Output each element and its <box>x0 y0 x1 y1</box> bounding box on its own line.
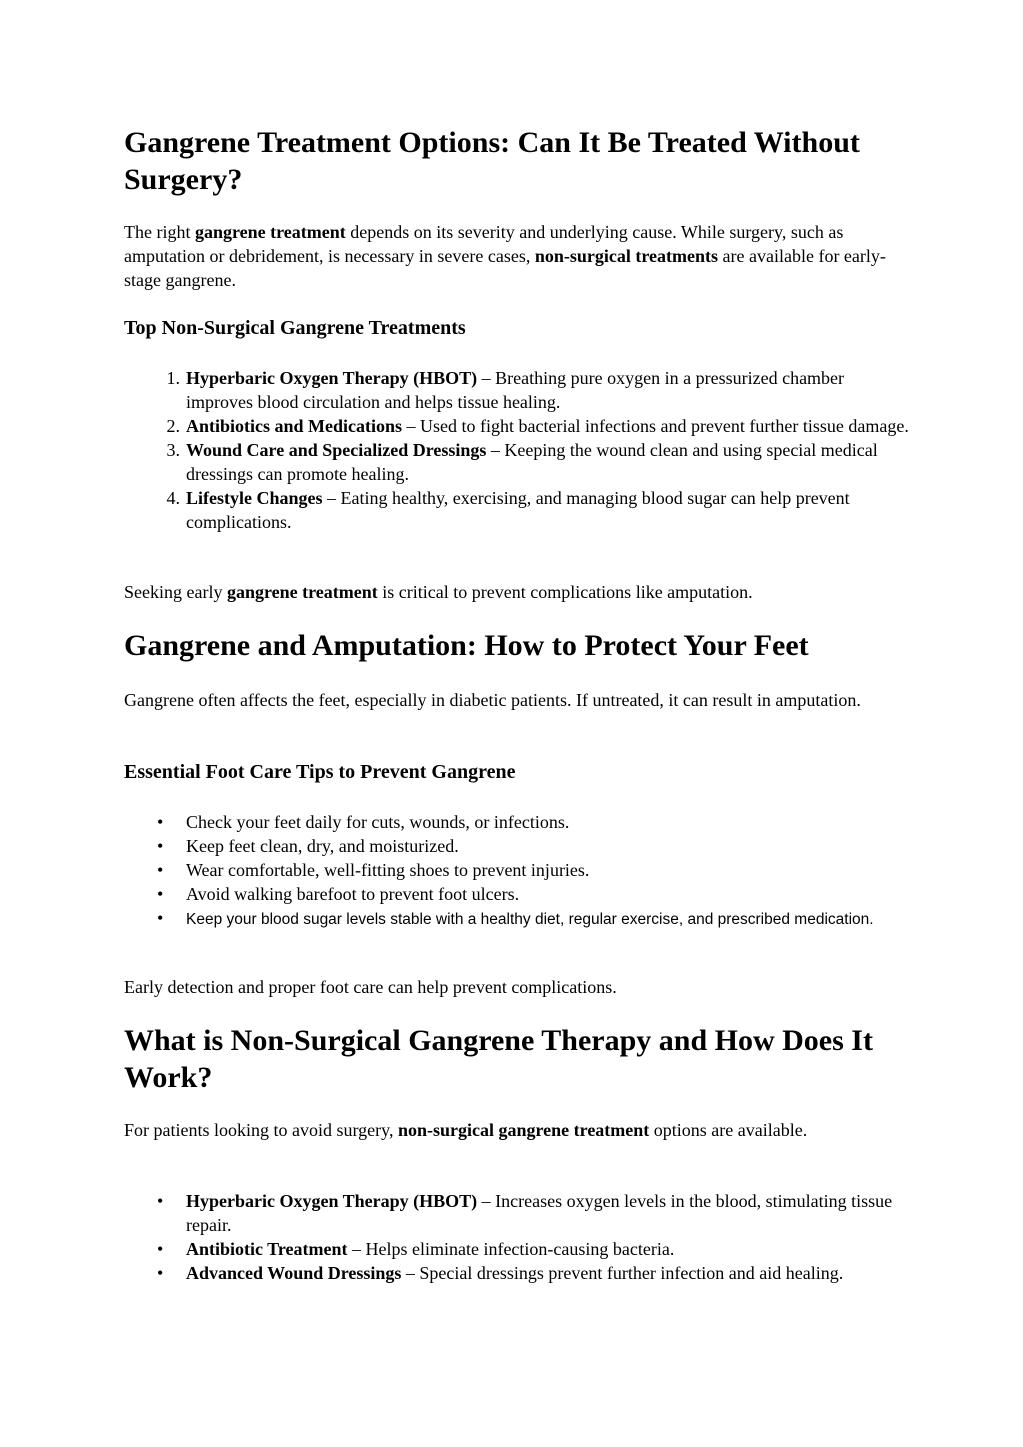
numbered-treatment-list <box>124 366 914 534</box>
bullet-icon: • <box>157 908 164 928</box>
list-number: 1. <box>166 368 180 388</box>
bullet-icon: • <box>157 1263 164 1283</box>
list-item: • Avoid walking barefoot to prevent foot ulcers. <box>157 884 520 904</box>
therapy-list <box>124 1189 914 1285</box>
subheading-non-surgical-treatments: Top Non-Surgical Gangrene Treatments <box>124 317 466 339</box>
list-item: 3. Wound Care and Specialized Dressings – Keeping the wound clean and using special medical dressings can promote healing. <box>124 438 914 486</box>
list-item: • Keep your blood sugar levels stable with a healthy diet, regular exercise, and prescribed medication. <box>157 908 874 928</box>
therapy-intro-paragraph: For patients looking to avoid surgery, non-surgical gangrene treatment options are available. <box>124 1120 808 1140</box>
list-item: • Keep feet clean, dry, and moisturized. <box>157 836 459 856</box>
bullet-icon: • <box>157 1191 164 1211</box>
foot-care-closing-paragraph: Early detection and proper foot care can help prevent complications. <box>124 977 617 997</box>
list-item: 1. Hyperbaric Oxygen Therapy (HBOT) – Breathing pure oxygen in a pressurized chamber improves blood circulation and helps tissue healing. <box>124 366 914 414</box>
bullet-icon: • <box>157 860 164 880</box>
list-item: • Advanced Wound Dressings – Special dressings prevent further infection and aid healing. <box>157 1263 844 1283</box>
section-title-treatment-options: Gangrene Treatment Options: Can It Be Treated Without Surgery? <box>124 126 860 196</box>
subheading-foot-care-tips: Essential Foot Care Tips to Prevent Gangrene <box>124 761 516 783</box>
list-item: 4. Lifestyle Changes – Eating healthy, exercising, and managing blood sugar can help prevent complications. <box>124 486 914 534</box>
treatment-intro-paragraph: The right gangrene treatment depends on its severity and underlying cause. While surgery, such as amputation or debridement, is necessary in severe cases, non-surgical treatments are available for early-stage gangrene. <box>124 222 886 290</box>
bullet-icon: • <box>157 836 164 856</box>
list-item: • Antibiotic Treatment – Helps eliminate infection-causing bacteria. <box>157 1239 675 1259</box>
section-title-amputation: Gangrene and Amputation: How to Protect Your Feet <box>124 629 809 662</box>
list-item: • Check your feet daily for cuts, wounds, or infections. <box>157 812 570 832</box>
foot-care-list <box>124 810 914 932</box>
section-title-non-surgical-therapy: What is Non-Surgical Gangrene Therapy and How Does It Work? <box>124 1024 873 1094</box>
bullet-icon: • <box>157 884 164 904</box>
list-number: 3. <box>166 440 180 460</box>
bullet-icon: • <box>157 1239 164 1259</box>
treatment-closing-paragraph: Seeking early gangrene treatment is critical to prevent complications like amputation. <box>124 582 753 602</box>
list-item: • Wear comfortable, well-fitting shoes to prevent injuries. <box>157 860 590 880</box>
list-item: 2. Antibiotics and Medications – Used to fight bacterial infections and prevent further tissue damage. <box>124 414 914 438</box>
amputation-intro-paragraph: Gangrene often affects the feet, especially in diabetic patients. If untreated, it can result in amputation. <box>124 690 861 710</box>
list-item: • Hyperbaric Oxygen Therapy (HBOT) – Increases oxygen levels in the blood, stimulating tissue repair. <box>157 1191 893 1235</box>
list-number: 2. <box>166 416 180 436</box>
list-number: 4. <box>166 488 180 508</box>
bullet-icon: • <box>157 812 164 832</box>
